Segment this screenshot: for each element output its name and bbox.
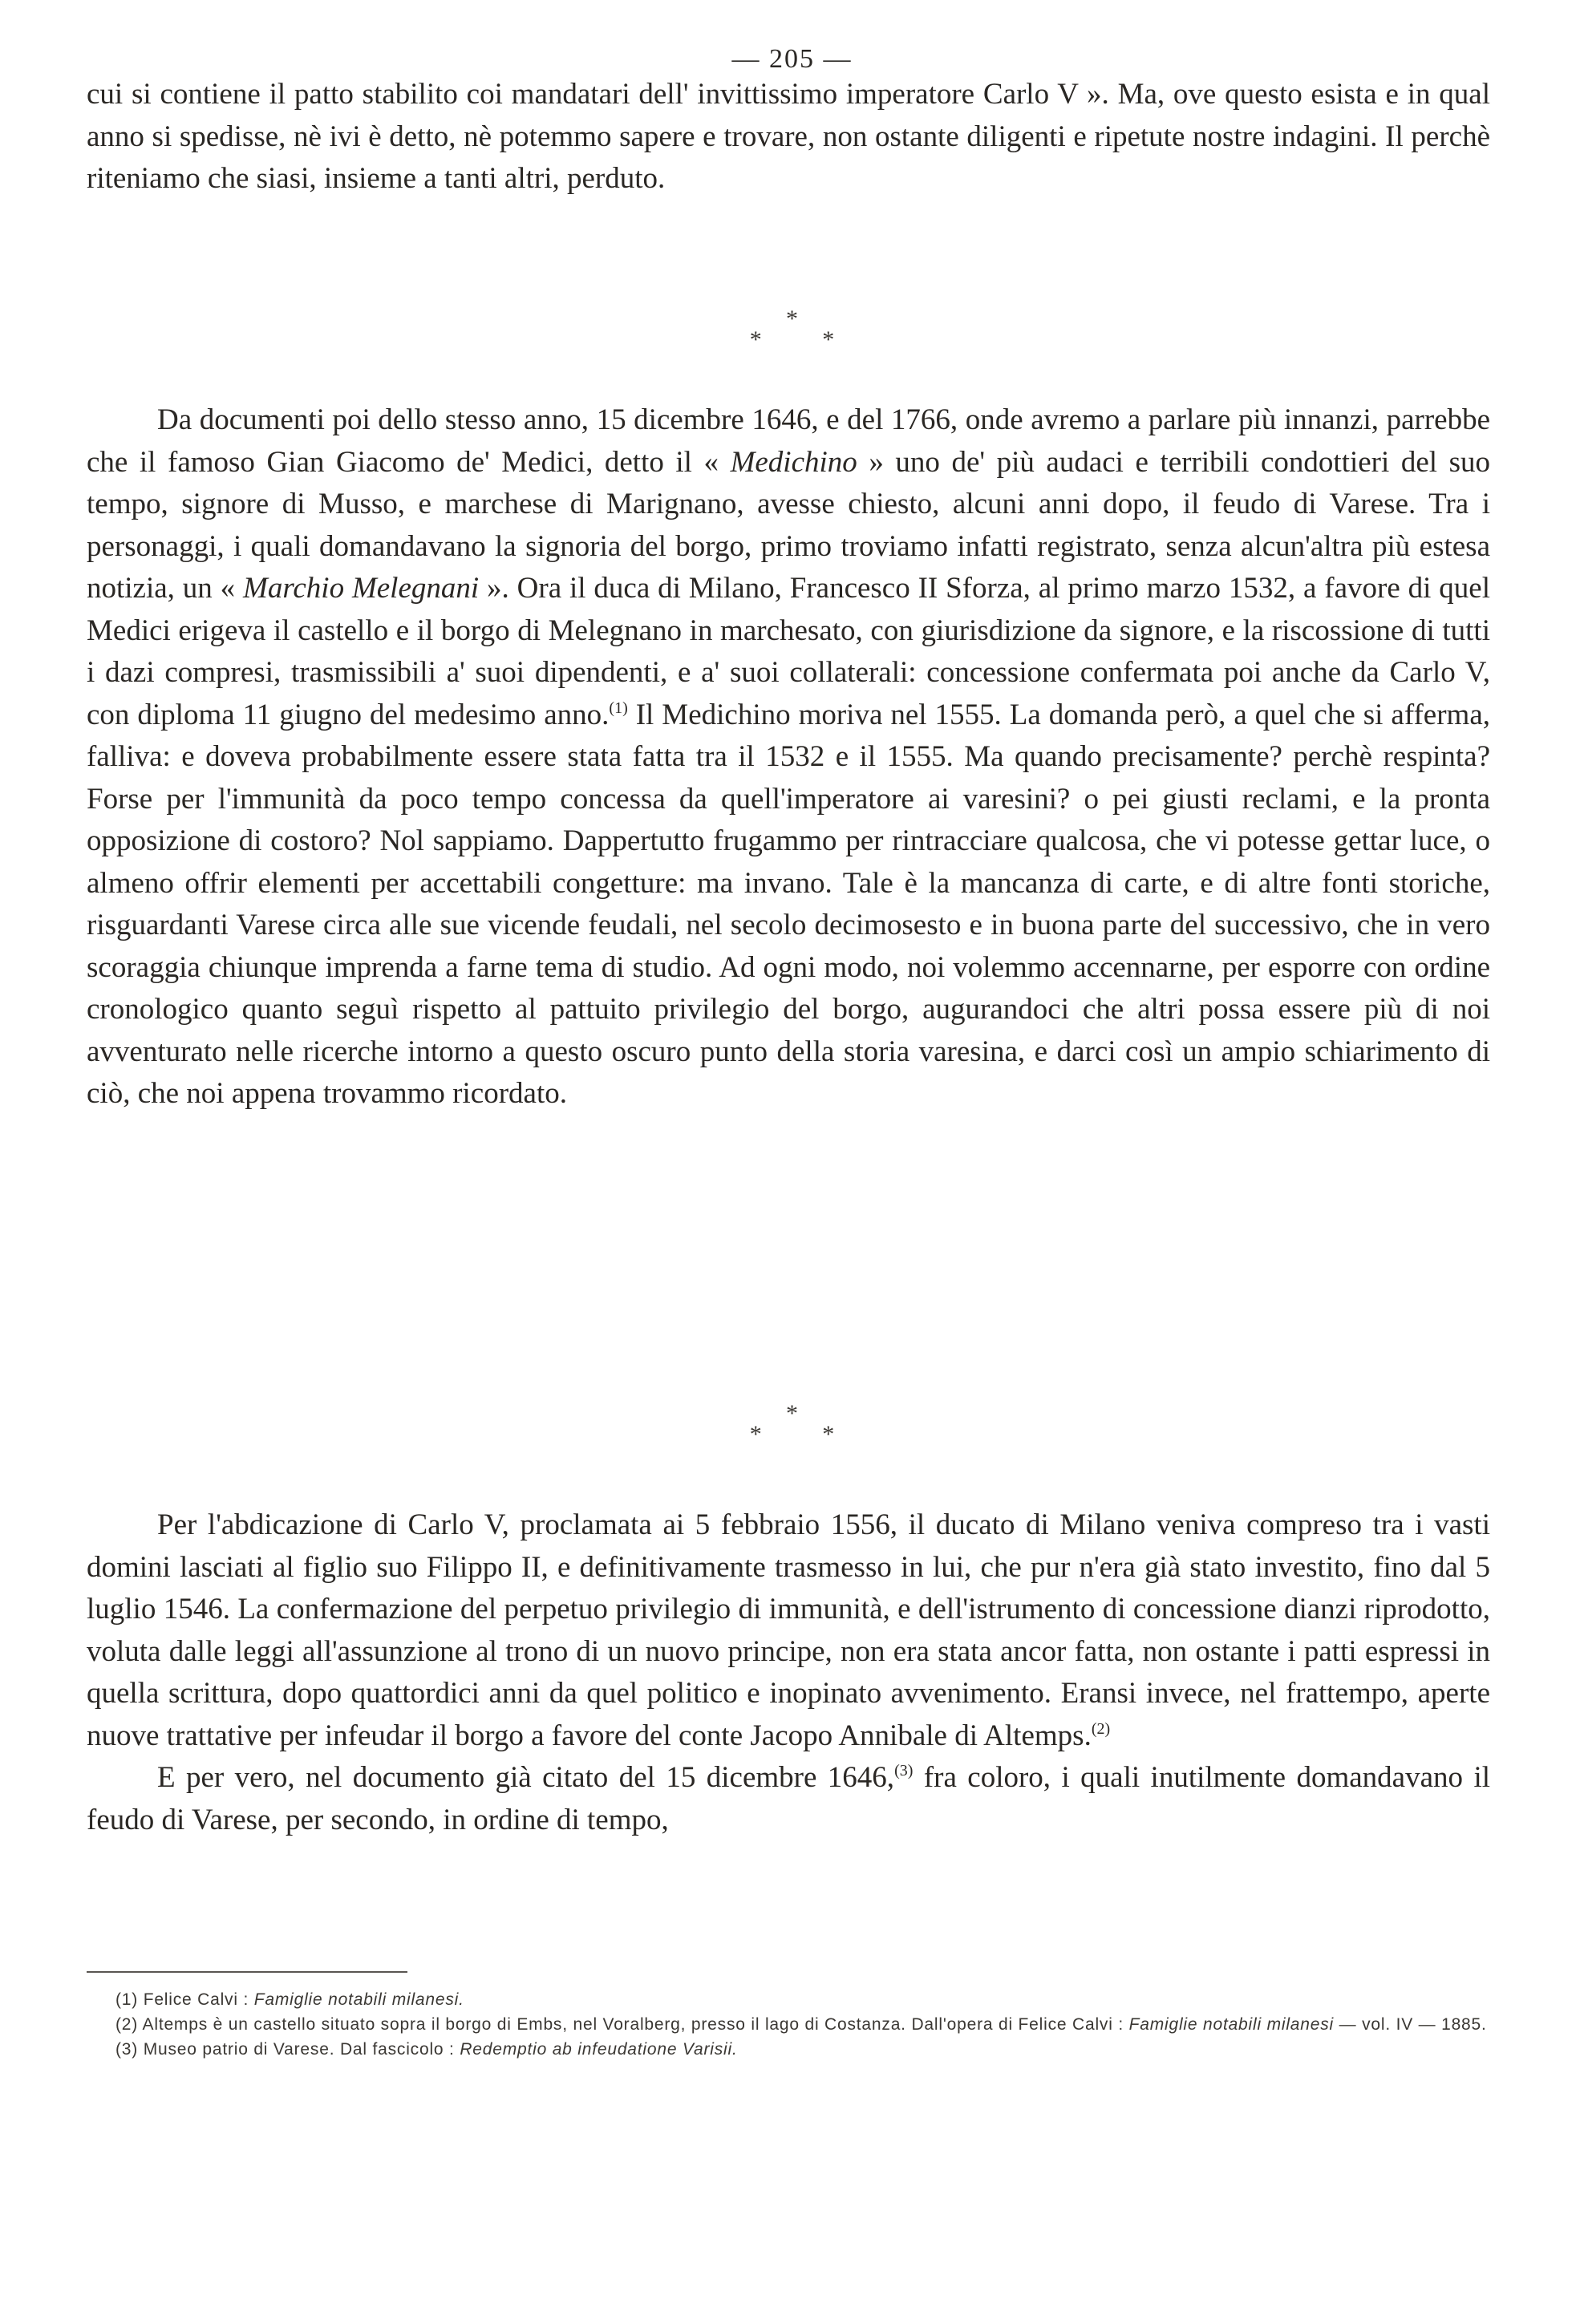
text-run: Per l'abdicazione di Carlo V, proclamata ai 5 febbraio 1556, il ducato di Milano veniva compreso tra i vasti domini lasciati al figlio suo Filippo II, e definitivamente trasmesso in lui, che pur n'era già stato investito, fino dal 5 luglio 1546. La confermazione del perpetuo privilegio di immunità, e dell'istrumento di concessione dianzi riprodotto, voluta dalle leggi all'assunzione al trono di un nuovo principe, non era stata ancor fatta, non ostante i patti espressi in quella scrittura, dopo quattordici anni da quel politico e inopinato avvenimento. Eransi invece, nel frattempo, aperte nuove trattative per infeudar il borgo a favore del conte Jacopo Annibale di Altemps. xyxy=(87,1508,1490,1752)
asterism-separator xyxy=(0,306,1584,353)
asterism-bottom: * * xyxy=(749,326,862,353)
footnote-2 xyxy=(87,2012,1490,2037)
footnotes xyxy=(87,1987,1490,2062)
asterism-top: * xyxy=(786,1400,798,1427)
paragraph xyxy=(87,1504,1490,1757)
text-run: Da documenti poi dello stesso anno, 15 dicembre 1646, e del 1766, onde avremo a parlare più innanzi, parrebbe che il famoso Gian Giacomo de' Medici, detto il « xyxy=(87,403,1490,479)
text-run: fra coloro, i quali inutilmente domandavano il feudo di Varese, per secondo, in ordine di tempo, xyxy=(87,1761,1491,1836)
asterism-separator xyxy=(0,1400,1584,1447)
italic-title: Famiglie notabili milanesi. xyxy=(253,1990,464,2009)
paragraph xyxy=(87,399,1490,1115)
italic-title: Redemptio ab infeudatione Varisii. xyxy=(460,2040,738,2059)
text-block-1 xyxy=(87,74,1490,200)
text-block-3 xyxy=(87,1504,1490,1841)
paragraph: cui si contiene il patto stabilito coi mandatari dell' invittissimo imperatore Carlo V ». Ma, ove questo esista e in qual anno si spedisse, nè ivi è detto, nè potemmo sapere e trovare, non ostante diligenti e ripetute nostre indagini. Il perchè riteniamo che siasi, insieme a tanti altri, perduto. xyxy=(87,78,1490,195)
footnote-ref-2[interactable]: (2) xyxy=(1091,1719,1111,1738)
text-run: » uno de' più audaci e terribili condottieri del suo tempo, signore di Musso, e marchese di Marignano, avesse chiesto, alcuni anni dopo, il feudo di Varese. Tra i personaggi, i quali domandavano la signoria del borgo, primo troviamo infatti registrato, senza alcun'altra più estesa notizia, un « xyxy=(87,445,1490,605)
footnote-1 xyxy=(87,1987,1490,2012)
text-run: ». Ora il duca di Milano, Francesco II Sforza, al primo marzo 1532, a favore di quel Medici erigeva il castello e il borgo di Melegnano in marchesato, con giurisdizione da signore, e la riscossione di tutti i dazi compresi, trasmissibili a' suoi dipendenti, e a' suoi collaterali: concessione confermata poi anche da Carlo V, con diploma 11 giugno del medesimo anno. xyxy=(87,572,1490,731)
italic-term: Medichino xyxy=(730,445,857,479)
text-run: — vol. IV — 1885. xyxy=(1334,2015,1487,2034)
text-block-2 xyxy=(87,399,1490,1115)
text-run: (3) Museo patrio di Varese. Dal fascicolo : xyxy=(115,2040,460,2059)
footnote-ref-3[interactable]: (3) xyxy=(894,1762,914,1779)
footnote-divider xyxy=(87,1971,407,1973)
text-run: (1) Felice Calvi : xyxy=(115,1990,254,2009)
text-run: E per vero, nel documento già citato del 15 dicembre 1646, xyxy=(157,1761,895,1794)
footnote-ref-1[interactable]: (1) xyxy=(609,698,628,717)
paragraph xyxy=(87,1757,1490,1841)
text-run: Il Medichino moriva nel 1555. La domanda però, a quel che si afferma, falliva: e doveva probabilmente essere stata fatta tra il 1532 e il 1555. Ma quando precisamente? perchè respinta? Forse per l'immunità da poco tempo concessa da quell'imperatore ai varesini? o pei giusti reclami, e la pronta opposizione di costoro? Nol sappiamo. Dappertutto frugammo per rintracciare qualcosa, che vi potesse gettar luce, o almeno offrir elementi per accettabili congetture: ma invano. Tale è la mancanza di carte, e di altre fonti storiche, risguardanti Varese circa alle sue vicende feudali, nel secolo decimosesto e in buona parte del successivo, che in vero scoraggia chiunque imprenda a farne tema di studio. Ad ogni modo, noi volemmo accennarne, per esporre con ordine cronologico quanto seguì rispetto al pattuito privilegio del borgo, augurandoci che altri possa essere più di noi avventurato nelle ricerche intorno a questo oscuro punto della storia varesina, e darci così un ampio schiarimento di ciò, che noi appena trovammo ricordato. xyxy=(87,698,1490,1110)
text-run: (2) Altemps è un castello situato sopra il borgo di Embs, nel Voralberg, presso il lago di Costanza. Dall'opera di Felice Calvi : xyxy=(115,2015,1129,2034)
asterism-top: * xyxy=(786,306,798,332)
italic-title: Famiglie notabili milanesi xyxy=(1128,2015,1334,2034)
footnote-3 xyxy=(87,2037,1490,2062)
page-number: — 205 — xyxy=(731,44,853,74)
italic-term: Marchio Melegnani xyxy=(243,572,480,605)
asterism-bottom: * * xyxy=(749,1421,862,1447)
